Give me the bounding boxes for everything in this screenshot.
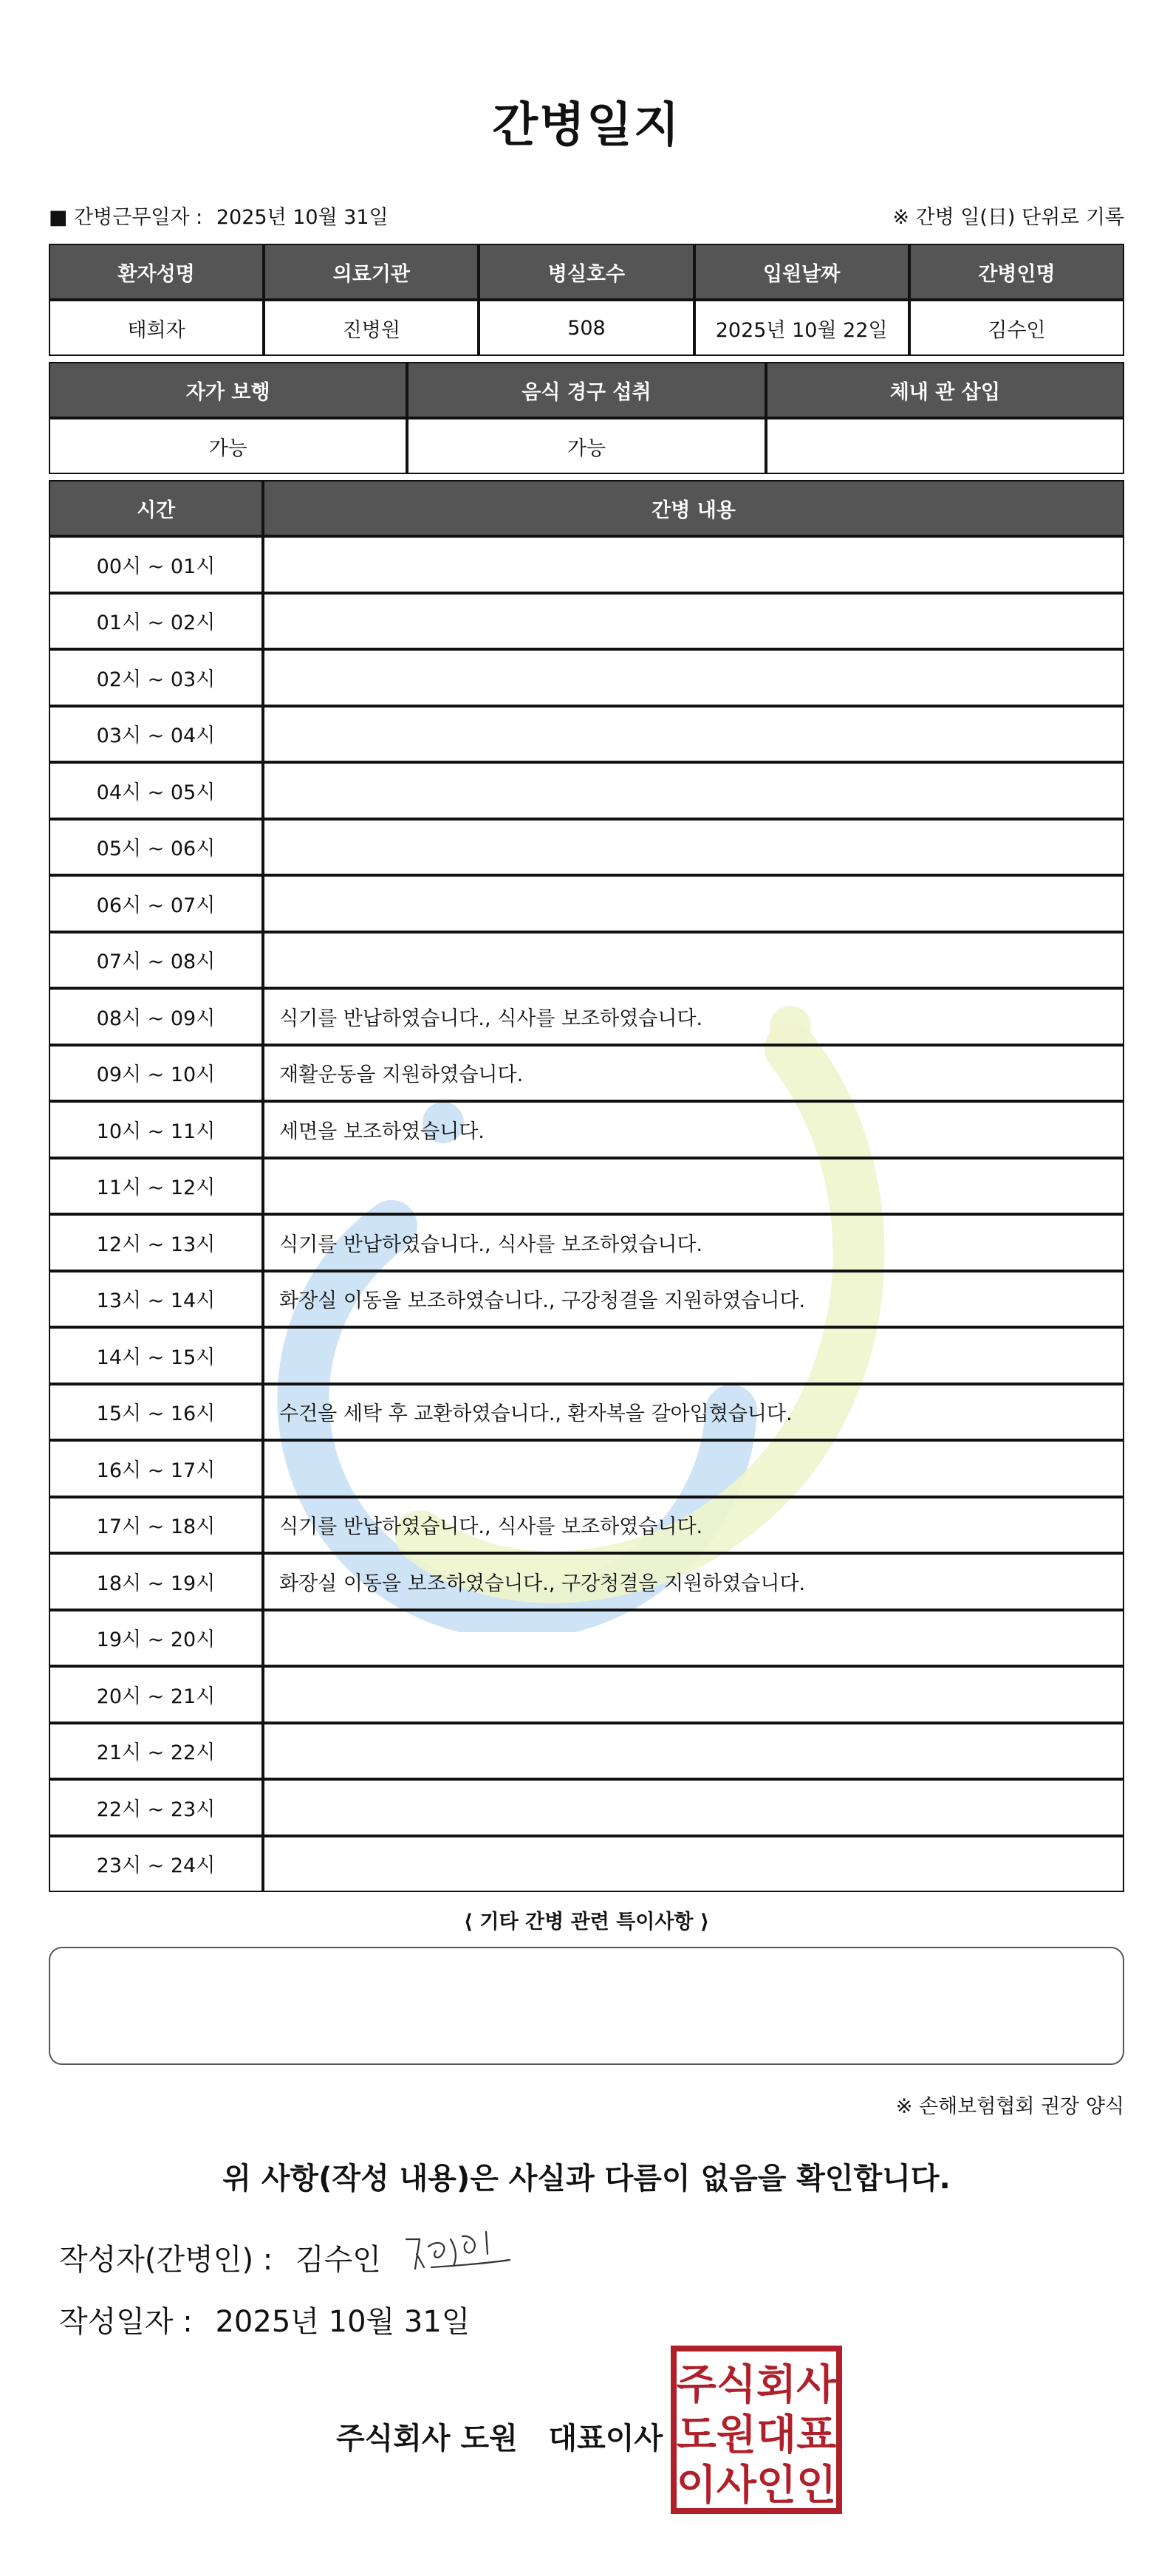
log-time: 03시 ~ 04시 xyxy=(49,706,263,763)
written-date-label: 작성일자 : xyxy=(59,2305,193,2339)
special-notes-box xyxy=(49,1947,1124,2065)
log-row xyxy=(49,1045,1124,1102)
log-content: 식기를 반납하였습니다., 식사를 보조하였습니다. xyxy=(263,1497,1124,1554)
header-caregiver: 간병인명 xyxy=(909,244,1124,300)
log-time: 08시 ~ 09시 xyxy=(49,988,263,1045)
log-time: 23시 ~ 24시 xyxy=(49,1836,263,1893)
caregiver-name: 김수인 xyxy=(909,300,1124,356)
log-content xyxy=(263,536,1124,593)
log-row xyxy=(49,593,1124,650)
seal-text-line-1: 주식회사 xyxy=(676,2361,837,2409)
log-row xyxy=(49,1158,1124,1215)
log-row xyxy=(49,649,1124,706)
log-content xyxy=(263,762,1124,819)
company-representative: 주식회사 도원 대표이사 xyxy=(336,2422,663,2456)
log-content: 화장실 이동을 보조하였습니다., 구강청결을 지원하였습니다. xyxy=(263,1271,1124,1328)
work-date-label: ■ 간병근무일자 : xyxy=(49,206,203,229)
log-row xyxy=(49,536,1124,593)
admission-date: 2025년 10월 22일 xyxy=(694,300,909,356)
log-content xyxy=(263,1610,1124,1667)
log-row xyxy=(49,1214,1124,1271)
log-row xyxy=(49,1779,1124,1836)
status-table xyxy=(49,362,1124,474)
log-row xyxy=(49,1610,1124,1667)
log-row xyxy=(49,1666,1124,1723)
log-content xyxy=(263,819,1124,876)
log-row xyxy=(49,1497,1124,1554)
log-row xyxy=(49,1723,1124,1780)
log-content xyxy=(263,1723,1124,1780)
log-time: 05시 ~ 06시 xyxy=(49,819,263,876)
log-row xyxy=(49,1101,1124,1158)
header-tube: 체내 관 삽입 xyxy=(766,362,1124,418)
header-care-content: 간병 내용 xyxy=(263,480,1124,536)
log-time: 18시 ~ 19시 xyxy=(49,1553,263,1610)
log-content: 식기를 반납하였습니다., 식사를 보조하였습니다. xyxy=(263,988,1124,1045)
special-notes-title: ⟨ 기타 간병 관련 특이사항 ⟩ xyxy=(463,1911,710,1933)
written-date-line xyxy=(59,2298,470,2340)
oral-intake-status: 가능 xyxy=(407,418,765,474)
record-note: ※ 간병 일(日) 단위로 기록 xyxy=(892,206,1124,229)
log-content xyxy=(263,932,1124,989)
log-time: 12시 ~ 13시 xyxy=(49,1214,263,1271)
log-time: 00시 ~ 01시 xyxy=(49,536,263,593)
patient-name: 태희자 xyxy=(49,300,264,356)
work-date-value: 2025년 10월 31일 xyxy=(216,206,389,229)
log-time: 16시 ~ 17시 xyxy=(49,1440,263,1497)
log-time: 11시 ~ 12시 xyxy=(49,1158,263,1215)
log-row xyxy=(49,1440,1124,1497)
log-time: 04시 ~ 05시 xyxy=(49,762,263,819)
log-row xyxy=(49,762,1124,819)
log-row xyxy=(49,1327,1124,1384)
log-time: 09시 ~ 10시 xyxy=(49,1045,263,1102)
patient-info-table xyxy=(49,244,1124,356)
log-content xyxy=(263,1158,1124,1215)
room-number: 508 xyxy=(479,300,694,356)
log-time: 13시 ~ 14시 xyxy=(49,1271,263,1328)
log-time: 15시 ~ 16시 xyxy=(49,1384,263,1441)
log-row xyxy=(49,932,1124,989)
form-note: ※ 손해보험협회 권장 양식 xyxy=(895,2095,1124,2118)
header-room: 병실호수 xyxy=(479,244,694,300)
tube-status xyxy=(766,418,1124,474)
writer-label: 작성자(간병인) : xyxy=(59,2243,273,2277)
log-content: 식기를 반납하였습니다., 식사를 보조하였습니다. xyxy=(263,1214,1124,1271)
log-row xyxy=(49,819,1124,876)
log-time: 22시 ~ 23시 xyxy=(49,1779,263,1836)
log-row xyxy=(49,875,1124,932)
log-row xyxy=(49,1271,1124,1328)
log-content xyxy=(263,1836,1124,1893)
log-content: 세면을 보조하였습니다. xyxy=(263,1101,1124,1158)
log-content xyxy=(263,875,1124,932)
hospital: 진병원 xyxy=(264,300,479,356)
care-log-table xyxy=(49,480,1124,1892)
handwritten-signature xyxy=(399,2224,524,2284)
log-content xyxy=(263,649,1124,706)
header-admission-date: 입원날짜 xyxy=(694,244,909,300)
log-row xyxy=(49,1836,1124,1893)
walking-status: 가능 xyxy=(49,418,407,474)
log-row xyxy=(49,706,1124,763)
log-content xyxy=(263,1666,1124,1723)
header-patient-name: 환자성명 xyxy=(49,244,264,300)
header-hospital: 의료기관 xyxy=(264,244,479,300)
log-row xyxy=(49,988,1124,1045)
log-row xyxy=(49,1553,1124,1610)
log-time: 02시 ~ 03시 xyxy=(49,649,263,706)
work-date xyxy=(49,201,389,230)
log-time: 17시 ~ 18시 xyxy=(49,1497,263,1554)
log-time: 14시 ~ 15시 xyxy=(49,1327,263,1384)
log-time: 07시 ~ 08시 xyxy=(49,932,263,989)
log-time: 21시 ~ 22시 xyxy=(49,1723,263,1780)
log-time: 10시 ~ 11시 xyxy=(49,1101,263,1158)
company-seal xyxy=(671,2346,842,2514)
log-content xyxy=(263,1779,1124,1836)
page-title: 간병일지 xyxy=(492,98,681,153)
log-time: 06시 ~ 07시 xyxy=(49,875,263,932)
written-date-value: 2025년 10월 31일 xyxy=(215,2305,471,2339)
seal-text-line-3: 이사인인 xyxy=(676,2462,837,2510)
log-content xyxy=(263,706,1124,763)
log-content: 재활운동을 지원하였습니다. xyxy=(263,1045,1124,1102)
log-content: 화장실 이동을 보조하였습니다., 구강청결을 지원하였습니다. xyxy=(263,1553,1124,1610)
log-content xyxy=(263,1440,1124,1497)
log-content xyxy=(263,1327,1124,1384)
log-content xyxy=(263,593,1124,650)
log-content: 수건을 세탁 후 교환하였습니다., 환자복을 갈아입혔습니다. xyxy=(263,1384,1124,1441)
header-walking: 자가 보행 xyxy=(49,362,407,418)
header-oral-intake: 음식 경구 섭취 xyxy=(407,362,765,418)
writer-line xyxy=(59,2236,381,2278)
log-time: 20시 ~ 21시 xyxy=(49,1666,263,1723)
writer-name: 김수인 xyxy=(295,2243,381,2277)
log-time: 19시 ~ 20시 xyxy=(49,1610,263,1667)
log-row xyxy=(49,1384,1124,1441)
confirmation-statement: 위 사항(작성 내용)은 사실과 다름이 없음을 확인합니다. xyxy=(222,2162,951,2196)
seal-text-line-2: 도원대표 xyxy=(676,2411,837,2459)
header-time: 시간 xyxy=(49,480,263,536)
log-time: 01시 ~ 02시 xyxy=(49,593,263,650)
